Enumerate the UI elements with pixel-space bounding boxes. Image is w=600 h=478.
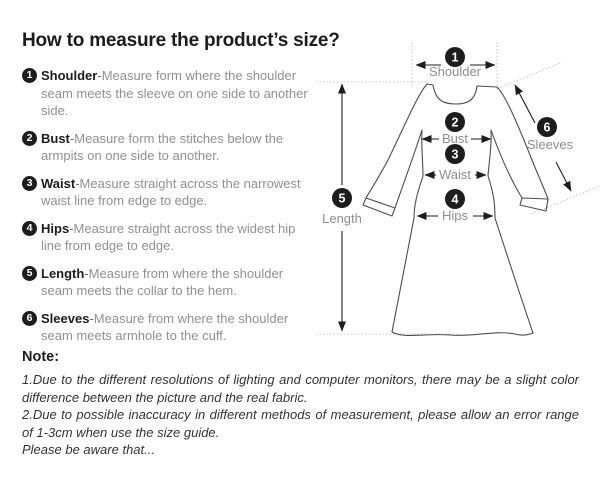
sleeve-arrow-up xyxy=(515,85,535,123)
sleeve-guide-top xyxy=(497,62,562,89)
sleeves-label: Sleeves xyxy=(526,137,574,152)
term-separator: - xyxy=(97,68,102,83)
note-line-1: 1.Due to the different resolutions of lighting and computer monitors, there may be a slight color difference between the picture and the real fabric. xyxy=(22,372,579,405)
bust-badge-number: 2 xyxy=(451,115,459,130)
measure-item-length xyxy=(22,265,316,300)
step-number-badge: 3 xyxy=(22,176,37,191)
term-separator: - xyxy=(75,175,80,191)
measure-description: Measure form the stitches below the armpits on one side to another. xyxy=(41,130,284,163)
measure-description: Measure straight across the narrowest waist line from edge to edge. xyxy=(41,175,301,208)
left-sleeve-cuff xyxy=(363,198,395,216)
body-left-edge xyxy=(392,130,423,332)
measure-term: Hips xyxy=(41,220,70,236)
shoulder-badge-number: 1 xyxy=(451,50,459,65)
left-sleeve-inner xyxy=(395,130,422,208)
measure-term: Waist xyxy=(41,175,76,191)
right-sleeve-inner xyxy=(491,130,522,198)
step-number-badge: 6 xyxy=(22,311,37,326)
length-badge-number: 5 xyxy=(338,191,346,206)
measure-term: Bust xyxy=(41,130,70,146)
term-separator: - xyxy=(84,265,89,281)
measure-term: Sleeves xyxy=(41,310,90,326)
measure-description: Measure straight across the widest hip line from edge to edge. xyxy=(41,220,296,253)
note-section xyxy=(22,349,579,459)
step-number-badge: 4 xyxy=(22,221,37,236)
measure-item-shoulder xyxy=(22,67,316,120)
dotted-guide-lines xyxy=(316,42,600,334)
length-label: Length xyxy=(322,211,362,226)
term-separator: - xyxy=(69,220,74,236)
bust-label: Bust xyxy=(441,131,469,146)
body-right-edge xyxy=(488,130,533,333)
step-number-badge: 5 xyxy=(22,266,37,281)
term-separator: - xyxy=(69,130,75,146)
measure-description: Measure from where the shoulder seam meets the collar to the hem. xyxy=(41,265,284,298)
measure-term: Shoulder xyxy=(41,68,98,83)
right-sleeve-cuff xyxy=(520,198,548,211)
measure-item-sleeves xyxy=(22,310,316,345)
measure-item-hips xyxy=(22,220,316,255)
waist-label: Waist xyxy=(438,167,472,182)
step-number-badge: 1 xyxy=(22,68,37,83)
measure-item-bust xyxy=(22,130,316,165)
hips-label: Hips xyxy=(441,208,469,223)
waist-badge-number: 3 xyxy=(451,147,459,162)
measure-term: Length xyxy=(41,265,85,281)
measure-description: Measure form where the shoulder seam meets the sleeve on one side to another side. xyxy=(41,68,308,118)
term-separator: - xyxy=(89,310,94,326)
page-title: How to measure the product’s size? xyxy=(22,30,340,51)
note-line-2: 2.Due to possible inaccuracy in different methods of measurement, please allow an error range of 1-3cm when use the size guide. xyxy=(22,407,579,440)
neckline xyxy=(427,84,497,104)
shoulder-label: Shoulder xyxy=(428,64,482,79)
note-line-3: Please be aware that... xyxy=(22,442,155,457)
measurement-instruction-list xyxy=(22,67,316,355)
measure-item-waist xyxy=(22,175,316,210)
hips-badge-number: 4 xyxy=(451,192,459,207)
measure-description: Measure from where the shoulder seam meets armhole to the cuff. xyxy=(41,310,289,343)
dress-measurement-diagram xyxy=(310,30,600,340)
note-heading: Note: xyxy=(22,349,60,365)
sleeves-badge-number: 6 xyxy=(543,120,551,135)
hem-wavy-edge xyxy=(392,332,533,336)
step-number-badge: 2 xyxy=(22,131,37,146)
sleeve-arrow-down xyxy=(556,162,571,191)
